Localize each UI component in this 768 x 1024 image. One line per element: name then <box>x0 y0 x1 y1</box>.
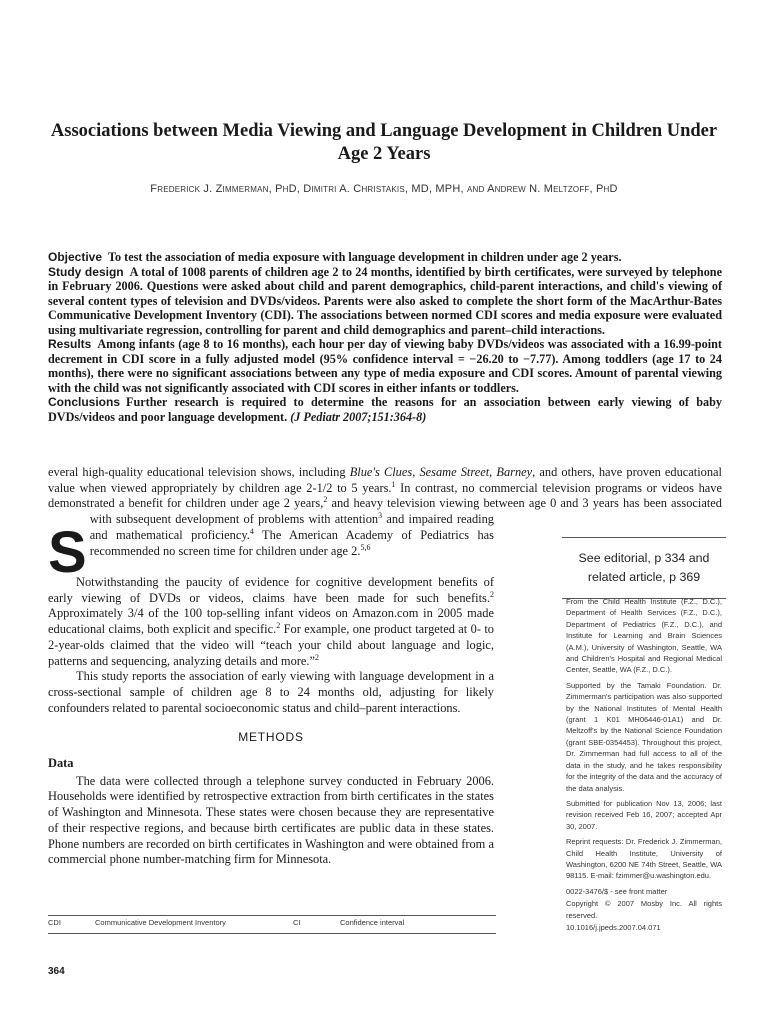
reference-marker: 2 <box>489 589 494 599</box>
body-paragraph: This study reports the association of early viewing with language development in a cross-sectional sample of children age 8 to 24 months old, adjusting for likely confounders related to parental socioeconomic status and child–parent interactions. <box>48 669 494 715</box>
funding-note: Supported by the Tamaki Foundation. Dr. Zimmerman's participation was also supported by the National Institutes of Mental Health (grant 1 K01 MH06446-01A1) and Dr. Meltzoff's by the National Science Foundation (grant SBE-0354453). Throughout this project, Dr. Zimmerman had full access to all of the data in the study, and he takes responsibility for the integrity of the data and the accuracy of the data analysis. <box>566 680 722 793</box>
show-title: Sesame Street <box>419 465 490 479</box>
abstract-results-text: Among infants (age 8 to 16 months), each hour per day of viewing baby DVDs/videos was associated with a 16.99-point decrement in CDI score in a fully adjusted model (95% confidence interval = −26.20 to −7.77). Among toddlers (age 17 to 24 months), there were no significant associations between any type of media exposure and CDI scores. Amount of parental viewing with the child was not significantly associated with CDI scores in either infants or toddlers. <box>48 337 722 395</box>
intro-text: The American Academy of Pediatrics has recommended no screen time for children under age 2. <box>89 527 494 558</box>
doi-note: 10.1016/j.jpeds.2007.04.071 <box>566 922 661 932</box>
reference-marker: 3 <box>378 510 383 520</box>
show-title: Blue's Clues <box>349 465 413 479</box>
reprint-note: Reprint requests: Dr. Frederick J. Zimmerman, Child Health Institute, University of Washington, 6200 NE 74th Street, Seattle, WA 98115. E-mail: fzimmer@u.washington.edu. <box>566 837 722 881</box>
reference-marker: 2 <box>315 652 320 662</box>
abstract-conclusions-label: Conclusions <box>48 395 121 409</box>
body-text: Notwithstanding the paucity of evidence for cognitive development benefits of early viewing of DVDs or videos, claims have been made for such benefits. <box>48 575 494 605</box>
submission-note: Submitted for publication Nov 13, 2006; last revision received Feb 16, 2007; accepted Apr 30, 2007. <box>566 798 722 831</box>
abbreviation-definition: Confidence interval <box>340 918 405 927</box>
abbreviation: CI <box>293 918 301 927</box>
reference-marker: 1 <box>391 479 396 489</box>
editorial-note-text: See editorial, p 334 and related article, p 369 <box>578 551 710 584</box>
affiliation-note: From the Child Health Institute (F.Z., D.C.), Department of Health Services (F.Z., D.C.), Department of Pediatrics (F.Z., D.C.), and Institute for Learning and Brain Sciences (A.M.), University of Washington, Seattle, WA and Children's Hospital and Regional Medical Center, Seattle, WA (F.Z., D.C.). <box>566 597 722 675</box>
intro-text: , <box>489 465 497 479</box>
abstract-conclusions-text: Further research is required to determine the reasons for an association between early viewing of baby DVDs/videos and poor language development. <box>48 395 722 424</box>
sidenotes <box>566 596 722 937</box>
intro-text: and heavy television viewing between age 0 and 3 years has been associated with subsequent development of problems with attention <box>89 496 722 527</box>
intro-text: everal high-quality educational television shows, including <box>48 465 350 479</box>
abstract <box>48 250 722 424</box>
abstract-objective-text: To test the association of media exposure with language development in children under age 2 years. <box>108 250 622 264</box>
body-text: For example, one product targeted at 0- to 2-year-olds claimed that the video will “teach your child about language and logic, patterns and sequencing, analyzing details and more.” <box>48 622 494 668</box>
issn-note: 0022-3476/$ - see front matter <box>566 886 668 896</box>
intro-text: In contrast, no commercial television programs or videos have demonstrated a benefit for children under age 2 years, <box>48 480 722 511</box>
abstract-results <box>48 337 722 395</box>
reference-marker: 5,6 <box>360 542 371 552</box>
abbreviation: CDI <box>48 918 61 927</box>
abstract-study-design <box>48 265 722 338</box>
show-title: Barney <box>496 465 533 479</box>
abbreviations-bar <box>48 915 496 934</box>
article-title: Associations between Media Viewing and Language Development in Children Under Age 2 Years <box>50 121 718 164</box>
copyright-note: Copyright © 2007 Mosby Inc. All rights reserved. <box>566 899 722 920</box>
methods-heading: METHODS <box>238 730 304 745</box>
body-paragraph: The data were collected through a telephone survey conducted in February 2006. Households were identified by retrospective extraction from birth certificates in the states of Washington and Minnesota. These states were chosen because they are representative of their respective regions, and because birth certificates are public data in these states. Phone numbers are recorded on birth certificates in Washington and were obtained from a commercial phone number-matching firm for Minnesota. <box>48 773 494 867</box>
abstract-results-label: Results <box>48 337 92 351</box>
abstract-study-design-label: Study design <box>48 264 124 279</box>
abstract-study-design-text: A total of 1008 parents of children age 2 to 24 months, identified by birth certificates, were surveyed by telephone in February 2006. Questions were asked about child and parent demographics, child-parent interactions, and child's viewing of several content types of television and DVDs/videos. Parents were also asked to complete the short form of the MacArthur-Bates Communicative Development Inventory (CDI). The associations between normed CDI scores and media exposure were evaluated using multivariate regression, controlling for parent and child demographics and parent–child interactions. <box>48 264 722 337</box>
abbreviation-definition: Communicative Development Inventory <box>95 918 226 927</box>
reference-marker: 4 <box>249 526 254 536</box>
abstract-conclusions <box>48 395 722 424</box>
page-number: 364 <box>48 966 65 977</box>
body-text: Approximately 3/4 of the 100 top-selling infant videos on Amazon.com in 2005 made educational claims, both explicit and specific. <box>48 606 494 637</box>
author-list: Frederick J. Zimmerman, PhD, Dimitri A. Christakis, MD, MPH, and Andrew N. Meltzoff, PhD <box>150 183 618 195</box>
abstract-objective <box>48 250 722 265</box>
journal-citation: (J Pediatr 2007;151:364-8) <box>290 409 427 424</box>
body-paragraph <box>48 575 494 669</box>
reference-marker: 2 <box>323 495 328 505</box>
editorial-note <box>562 537 726 599</box>
intro-text: and impaired reading and mathematical proficiency. <box>89 512 494 542</box>
main-column <box>48 575 494 868</box>
intro-text: , and others, have proven educational value when viewed appropriately by children age 2-1/2 to 5 years. <box>48 465 722 495</box>
data-heading: Data <box>48 756 74 771</box>
intro-text: , <box>412 465 420 479</box>
reference-marker: 2 <box>276 620 281 630</box>
drop-cap: S <box>48 520 87 585</box>
abstract-objective-label: Objective <box>48 250 103 264</box>
